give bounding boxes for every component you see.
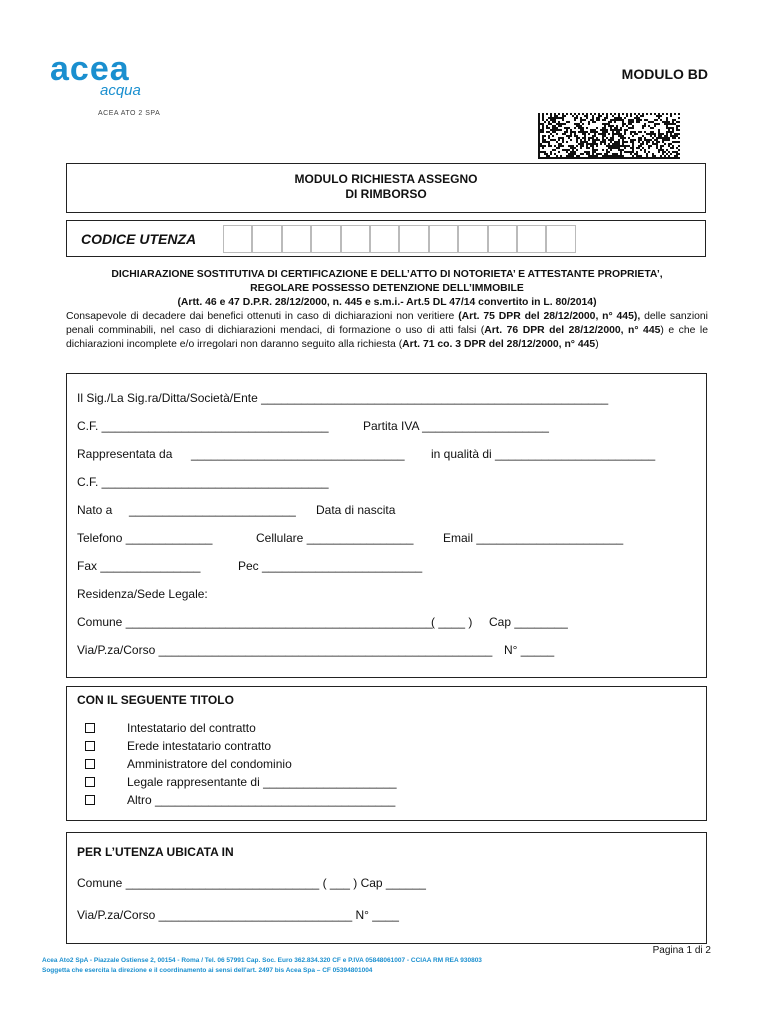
option-amministratore[interactable]: [85, 757, 292, 771]
codice-digit-cell[interactable]: [252, 225, 281, 253]
nato-field[interactable]: _________________________: [129, 503, 296, 517]
footer: [42, 956, 482, 976]
footer-line-1: Acea Ato2 SpA - Piazzale Ostiense 2, 00154 - Roma / Tel. 06 57991 Cap. Soc. Euro 362.834.320 CF e P.IVA 05848061007 - CCIAA RM REA 930803: [42, 957, 482, 964]
rappresentata-field[interactable]: ________________________________: [191, 447, 405, 461]
codice-digit-cell[interactable]: [399, 225, 428, 253]
utenza-via-field[interactable]: Via/P.za/Corso _____________________________ N° ____: [77, 908, 399, 922]
telefono-field[interactable]: Telefono _____________: [77, 531, 213, 545]
company-name: ACEA ATO 2 SPA: [98, 110, 161, 117]
declaration-text-3: ) e che le dichiarazioni incomplete e/o irregolari non daranno seguito alla richiesta (: [66, 325, 708, 350]
declaration: [66, 268, 708, 352]
checkbox-icon[interactable]: [85, 795, 95, 805]
option-label: Erede intestatario contratto: [127, 739, 272, 753]
option-erede[interactable]: [85, 739, 271, 753]
option-label: Altro ____________________________________: [127, 793, 396, 807]
utenza-box: [66, 832, 707, 944]
acea-logo: [50, 52, 170, 122]
logo-subtitle: acqua: [100, 82, 141, 99]
footer-line-2: Soggetta che esercita la direzione e il coordinamento ai sensi dell'art. 2497 bis Acea Spa – CF 05394801004: [42, 967, 373, 974]
form-title-box: [66, 163, 706, 213]
declaration-heading-1: DICHIARAZIONE SOSTITUTIVA DI CERTIFICAZIONE E DELL’ATTO DI NOTORIETA’ E ATTESTANTE PROPRIETA’,: [111, 269, 663, 280]
codice-digit-cell[interactable]: [546, 225, 575, 253]
cap-field[interactable]: Cap ________: [489, 615, 568, 629]
declaration-ref-3: Art. 71 co. 3 DPR del 28/12/2000, n° 445: [402, 339, 596, 350]
codice-utenza-cells[interactable]: [223, 225, 576, 253]
rappresentata-label: Rappresentata da: [77, 447, 173, 461]
option-altro[interactable]: [85, 793, 395, 807]
checkbox-icon[interactable]: [85, 723, 95, 733]
titolo-box: [66, 686, 707, 821]
declaration-heading-2: REGOLARE POSSESSO DETENZIONE DELL’IMMOBILE: [250, 283, 524, 294]
titolo-heading: CON IL SEGUENTE TITOLO: [77, 693, 234, 707]
option-label: Legale rappresentante di ____________________: [127, 775, 397, 789]
declaration-ref-1: (Art. 75 DPR del 28/12/2000, n° 445),: [458, 311, 641, 322]
page-number: Pagina 1 di 2: [652, 945, 711, 956]
piva-field[interactable]: Partita IVA ___________________: [363, 419, 549, 433]
codice-utenza-box: [66, 220, 706, 257]
form-title-line2: DI RIMBORSO: [345, 187, 427, 201]
codice-digit-cell[interactable]: [223, 225, 252, 253]
option-label: Amministratore del condominio: [127, 757, 292, 771]
declaration-heading-3: (Artt. 46 e 47 D.P.R. 28/12/2000, n. 445 e s.m.i.- Art.5 DL 47/14 convertito in L. 80/2014): [177, 297, 597, 308]
checkbox-icon[interactable]: [85, 759, 95, 769]
comune-field[interactable]: Comune ______________________________________________: [77, 615, 433, 629]
barcode-image: [538, 113, 680, 159]
form-title-line1: MODULO RICHIESTA ASSEGNO: [294, 172, 478, 186]
codice-digit-cell[interactable]: [458, 225, 487, 253]
via-field[interactable]: Via/P.za/Corso __________________________________________________: [77, 643, 493, 657]
email-field[interactable]: Email ______________________: [443, 531, 624, 545]
data-nascita-label: Data di nascita: [316, 503, 396, 517]
codice-digit-cell[interactable]: [488, 225, 517, 253]
codice-digit-cell[interactable]: [517, 225, 546, 253]
option-legale[interactable]: [85, 775, 397, 789]
checkbox-icon[interactable]: [85, 741, 95, 751]
codice-digit-cell[interactable]: [429, 225, 458, 253]
logo-wordmark: acea: [50, 50, 130, 88]
checkbox-icon[interactable]: [85, 777, 95, 787]
codice-digit-cell[interactable]: [311, 225, 340, 253]
fax-field[interactable]: Fax _______________: [77, 559, 201, 573]
declaration-text-2: delle sanzioni penali comminabili, nel caso di dichiarazioni mendaci, di formazione o uso di atti falsi (: [66, 311, 708, 336]
nato-label: Nato a: [77, 503, 113, 517]
declaration-text-1: Consapevole di decadere dai benefici ottenuti in caso di dichiarazioni non veritiere: [66, 311, 459, 322]
name-field[interactable]: Il Sig./La Sig.ra/Ditta/Società/Ente ____________________________________________________: [77, 391, 609, 405]
form-code: MODULO BD: [621, 66, 708, 82]
cf-field[interactable]: C.F. __________________________________: [77, 419, 329, 433]
option-intestatario[interactable]: [85, 721, 256, 735]
applicant-data-box: [66, 373, 707, 678]
utenza-heading: PER L’UTENZA UBICATA IN: [77, 845, 234, 859]
cellulare-field[interactable]: Cellulare ________________: [256, 531, 414, 545]
declaration-ref-2: Art. 76 DPR del 28/12/2000, n° 445: [484, 325, 661, 336]
option-label: Intestatario del contratto: [127, 721, 256, 735]
declaration-body: [66, 310, 708, 352]
codice-digit-cell[interactable]: [370, 225, 399, 253]
codice-digit-cell[interactable]: [341, 225, 370, 253]
pec-field[interactable]: Pec ________________________: [238, 559, 423, 573]
codice-digit-cell[interactable]: [282, 225, 311, 253]
codice-utenza-label: CODICE UTENZA: [81, 231, 197, 247]
utenza-comune-field[interactable]: Comune _____________________________ ( ___ ) Cap ______: [77, 876, 426, 890]
provincia-field[interactable]: ( ____ ): [431, 615, 473, 629]
qualita-field[interactable]: in qualità di ________________________: [431, 447, 656, 461]
numero-field[interactable]: N° _____: [504, 643, 555, 657]
cf2-field[interactable]: C.F. __________________________________: [77, 475, 329, 489]
declaration-text-4: ): [595, 339, 599, 350]
residenza-label: Residenza/Sede Legale:: [77, 587, 208, 601]
